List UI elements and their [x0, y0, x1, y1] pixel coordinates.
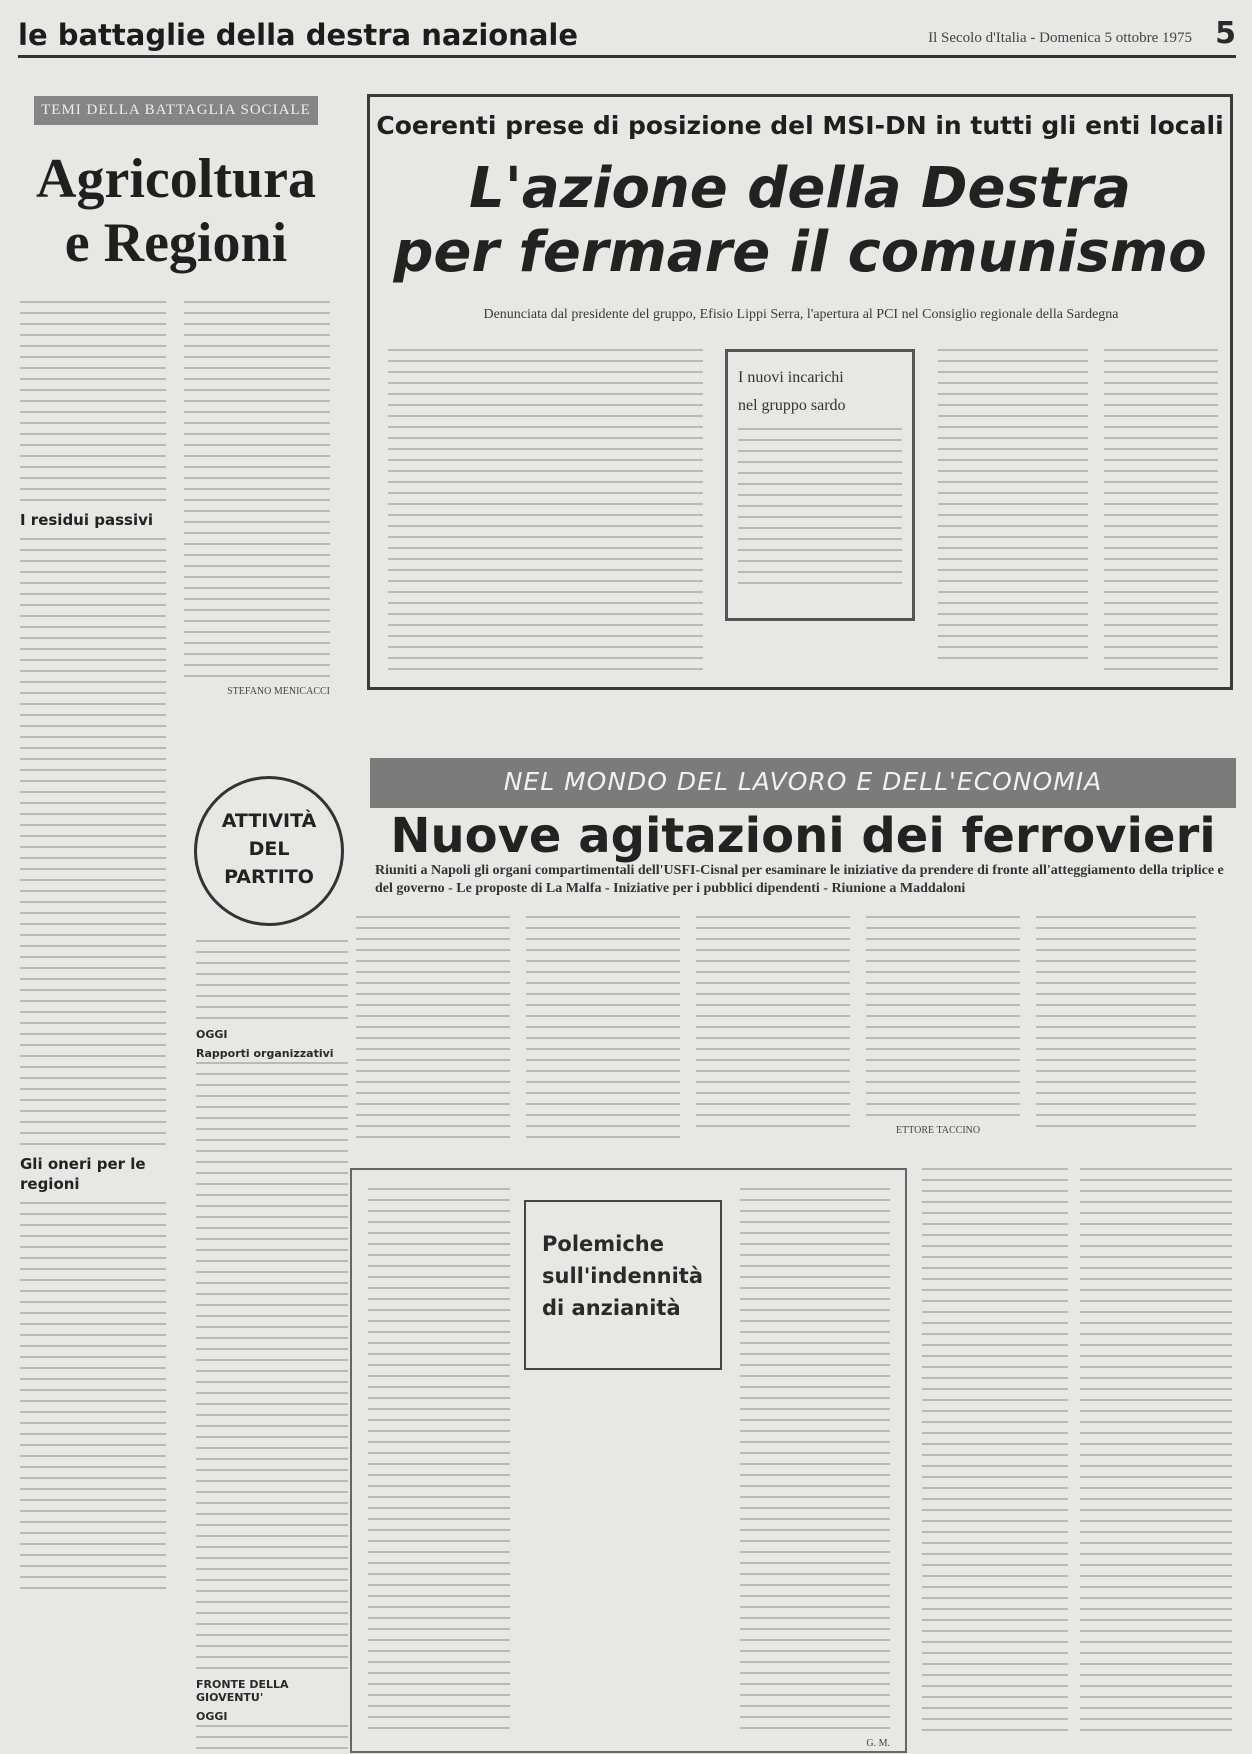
page-number: 5: [1215, 16, 1236, 51]
incarichi-box: [725, 349, 915, 621]
article-tag: TEMI DELLA BATTAGLIA SOCIALE: [34, 96, 318, 125]
economy-banner-text: NEL MONDO DEL LAVORO E DELL'ECONOMIA: [503, 767, 1103, 796]
party-badge-line2: DEL: [248, 838, 290, 860]
section-title: le battaglie della destra nazionale: [18, 18, 579, 52]
article-signature: STEFANO MENICACCI: [227, 686, 330, 697]
incarichi-title-line1: I nuovi incarichi: [738, 369, 844, 386]
polemiche-line1: Polemiche: [542, 1232, 664, 1256]
coerenti-body-right: [1104, 349, 1218, 679]
party-heading-oggi2: OGGI: [196, 1710, 228, 1723]
polemiche-line2: sull'indennità: [542, 1264, 704, 1288]
party-column: [196, 940, 348, 1754]
polemiche-line3: di anzianità: [542, 1296, 681, 1320]
coerenti-deck: Denunciata dal presidente del gruppo, Efisio Lippi Serra, l'apertura al PCI nel Consiglio regionale della Sardegna: [483, 307, 1119, 322]
coerenti-box: [367, 94, 1233, 690]
polemiche-col2: [740, 1188, 890, 1749]
ferrovieri-byline: ETTORE TACCINO: [896, 1125, 981, 1136]
dateline: Il Secolo d'Italia - Domenica 5 ottobre 1975: [928, 30, 1192, 46]
ferrovieri-headline: Nuove agitazioni dei ferrovieri: [390, 808, 1216, 864]
polemiche-signoff: G. M.: [866, 1738, 890, 1749]
coerenti-title-line1: L'azione della Destra: [469, 156, 1131, 221]
polemiche-title-box: [524, 1200, 722, 1370]
party-badge: [194, 776, 344, 926]
article-body-col1: [20, 301, 166, 1598]
subhead-oneri: Gli oneri per le regioni: [20, 1155, 146, 1193]
economy-banner: [370, 758, 1236, 808]
party-heading-rapporti: Rapporti organizzativi: [196, 1047, 334, 1060]
ferrovieri-body: [356, 916, 1236, 1156]
coerenti-title-line2: per fermare il comunismo: [393, 220, 1207, 285]
incarichi-title-line2: nel gruppo sardo: [738, 397, 846, 414]
masthead: [18, 18, 1236, 58]
party-heading-oggi: OGGI: [196, 1028, 228, 1041]
coerenti-title: [370, 157, 1230, 285]
economy-col6: [1080, 1168, 1232, 1740]
party-heading-fronte: FRONTE DELLA GIOVENTU': [196, 1678, 289, 1704]
economy-col5: [922, 1168, 1068, 1740]
party-badge-line3: PARTITO: [224, 866, 314, 888]
polemiche-col1: [368, 1188, 510, 1738]
party-badge-line1: ATTIVITÀ: [221, 810, 317, 832]
ferrovieri-deck: Riuniti a Napoli gli organi compartimentali dell'USFI-Cisnal per esaminare le iniziative da prendere di fronte all'atteggiamento della triplice e del governo - Le proposte di La Malfa - Iniziative per i pubblici dipendenti - Riunione a Maddaloni: [375, 863, 1224, 896]
coerenti-body-mid: [938, 349, 1088, 668]
article-title-line2: e Regioni: [64, 212, 288, 274]
subhead-residui: I residui passivi: [20, 511, 154, 529]
article-title: [20, 147, 332, 275]
coerenti-headline: Coerenti prese di posizione del MSI-DN in tutti gli enti locali: [376, 111, 1224, 140]
coerenti-body-left: [388, 349, 703, 679]
article-title-line1: Agricoltura: [36, 148, 316, 210]
